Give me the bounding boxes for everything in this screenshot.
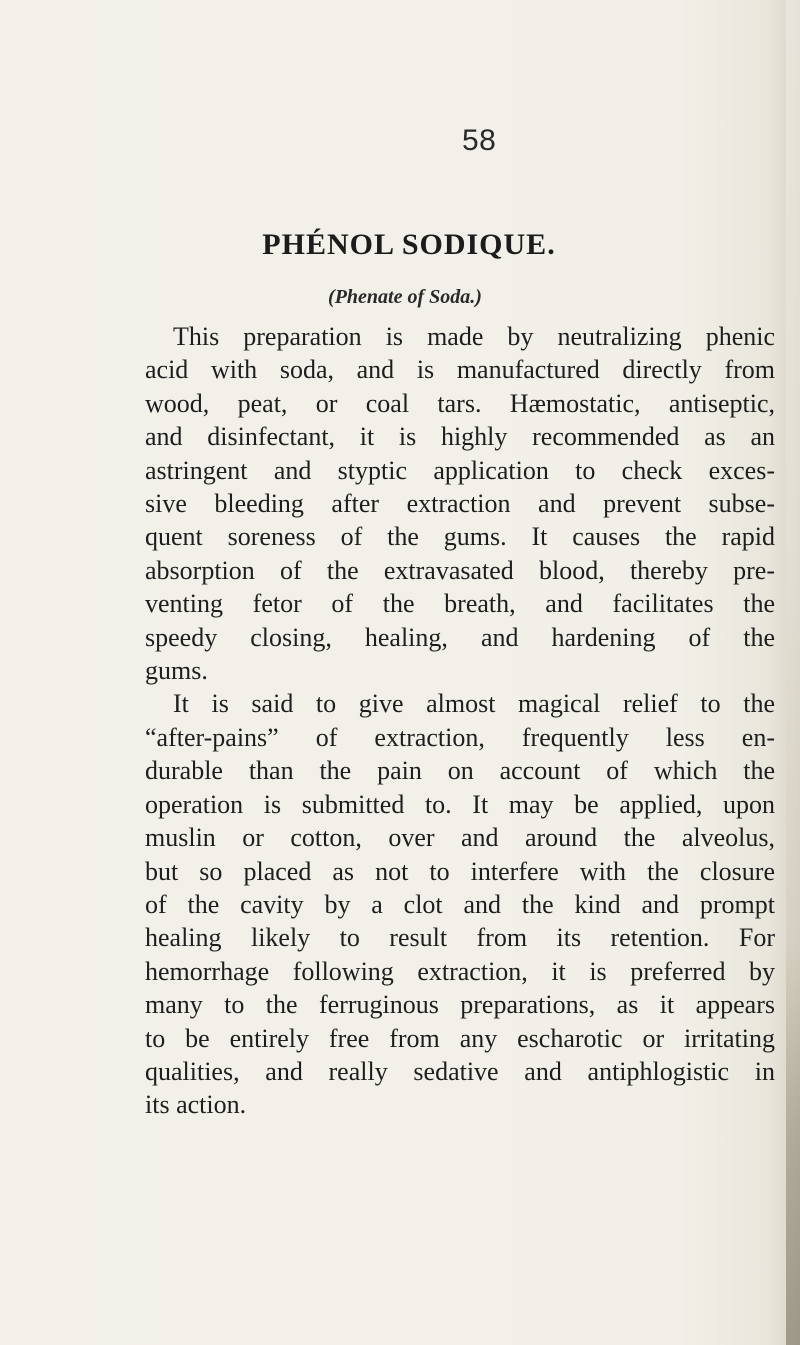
text-line: “after-pains” of extraction, frequently less en- (145, 722, 775, 752)
text-line: operation is submitted to. It may be applied, upon (145, 789, 775, 819)
body-text (145, 320, 775, 1122)
text-line: hemorrhage following extraction, it is preferred by (145, 956, 775, 986)
text-line: This preparation is made by neutralizing phenic (173, 322, 775, 351)
text-line: wood, peat, or coal tars. Hæmostatic, antiseptic, (145, 388, 775, 418)
text-line: gums. (145, 656, 208, 686)
text-line: of the cavity by a clot and the kind and prompt (145, 889, 775, 919)
text-line: acid with soda, and is manufactured directly from (145, 355, 775, 385)
text-line: sive bleeding after extraction and prevent subse- (145, 489, 775, 519)
text-line: astringent and styptic application to check exces- (145, 455, 775, 485)
text-line: muslin or cotton, over and around the alveolus, (145, 823, 775, 853)
page-edge-shadow (786, 0, 800, 1345)
section-subtitle: (Phenate of Soda.) (328, 286, 482, 308)
text-line: many to the ferruginous preparations, as it appears (145, 990, 775, 1020)
text-line: quent soreness of the gums. It causes the rapid (145, 522, 775, 552)
text-line: but so placed as not to interfere with the closure (145, 856, 775, 886)
text-line: to be entirely free from any escharotic or irritating (145, 1023, 775, 1053)
text-line: qualities, and really sedative and antiphlogistic in (145, 1056, 775, 1086)
text-line: absorption of the extravasated blood, thereby pre- (145, 555, 775, 585)
text-line: It is said to give almost magical relief to the (173, 689, 775, 719)
text-line: its action. (145, 1090, 247, 1120)
text-line: venting fetor of the breath, and facilitates the (145, 589, 775, 619)
text-line: durable than the pain on account of which the (145, 756, 775, 786)
text-line: healing likely to result from its retention. For (145, 923, 775, 953)
text-line: and disinfectant, it is highly recommended as an (145, 422, 775, 452)
page-number: 58 (462, 124, 497, 157)
text-line: speedy closing, healing, and hardening of the (145, 622, 775, 652)
section-title: PHÉNOL SODIQUE. (262, 228, 556, 261)
